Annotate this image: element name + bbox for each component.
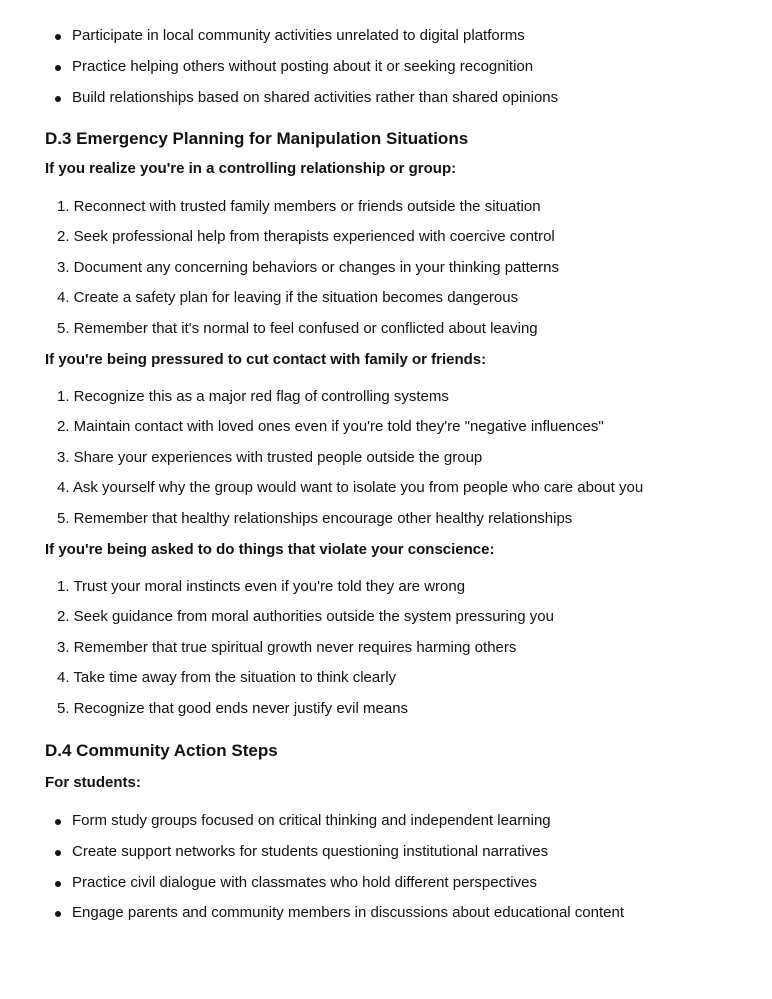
list-item: 5. Recognize that good ends never justify evil means xyxy=(57,699,409,717)
section-heading-d3: D.3 Emergency Planning for Manipulation Situations xyxy=(45,128,469,148)
list-item-text: Create support networks for students questioning institutional narratives xyxy=(72,842,549,860)
section-heading-d4: D.4 Community Action Steps xyxy=(45,740,278,760)
subheading-controlling: If you realize you're in a controlling relationship or group: xyxy=(45,159,457,177)
list-item: 4. Create a safety plan for leaving if the situation becomes dangerous xyxy=(57,289,519,307)
bullet-icon xyxy=(55,850,61,856)
list-item: 3. Remember that true spiritual growth never requires harming others xyxy=(57,638,517,656)
list-item xyxy=(45,842,772,862)
list-item-text: Build relationships based on shared activities rather than shared opinions xyxy=(72,88,559,106)
bullet-icon xyxy=(55,819,61,825)
bullet-icon xyxy=(55,34,61,40)
list-item-text: Form study groups focused on critical thinking and independent learning xyxy=(72,811,551,829)
cut-contact-steps-list xyxy=(45,387,772,529)
list-item: 1. Reconnect with trusted family members or friends outside the situation xyxy=(57,197,541,215)
list-item: 2. Seek guidance from moral authorities outside the system pressuring you xyxy=(57,608,554,626)
subheading-conscience: If you're being asked to do things that violate your conscience: xyxy=(45,540,495,558)
list-item xyxy=(45,57,772,77)
list-item: 4. Take time away from the situation to think clearly xyxy=(57,669,397,687)
list-item-text: Practice civil dialogue with classmates who hold different perspectives xyxy=(72,873,537,891)
bullet-icon xyxy=(55,881,61,887)
bullet-icon xyxy=(55,96,61,102)
list-item xyxy=(45,88,772,108)
list-item-text: Engage parents and community members in discussions about educational content xyxy=(72,904,624,922)
list-item xyxy=(45,26,772,46)
top-bullet-list xyxy=(45,0,772,108)
list-item: 3. Document any concerning behaviors or changes in your thinking patterns xyxy=(57,258,559,276)
bullet-icon xyxy=(55,65,61,71)
list-item xyxy=(45,873,772,893)
list-item: 2. Seek professional help from therapists experienced with coercive control xyxy=(57,228,555,246)
students-bullet-list xyxy=(45,811,772,923)
list-item: 5. Remember that it's normal to feel confused or conflicted about leaving xyxy=(57,319,538,337)
list-item-text: Participate in local community activities unrelated to digital platforms xyxy=(72,27,525,44)
list-item: 3. Share your experiences with trusted people outside the group xyxy=(57,448,483,466)
list-item: 2. Maintain contact with loved ones even if you're told they're "negative influences" xyxy=(57,418,604,436)
list-item: 1. Recognize this as a major red flag of controlling systems xyxy=(57,387,449,405)
list-item: 4. Ask yourself why the group would want to isolate you from people who care about you xyxy=(57,479,644,497)
subheading-cut-contact: If you're being pressured to cut contact with family or friends: xyxy=(45,350,487,368)
list-item xyxy=(45,903,772,923)
list-item: 5. Remember that healthy relationships encourage other healthy relationships xyxy=(57,509,573,527)
list-item: 1. Trust your moral instincts even if you're told they are wrong xyxy=(57,577,466,595)
bullet-icon xyxy=(55,911,61,917)
conscience-steps-list xyxy=(45,577,772,719)
list-item-text: Practice helping others without posting about it or seeking recognition xyxy=(72,57,534,75)
list-item xyxy=(45,811,772,831)
subheading-students: For students: xyxy=(45,773,141,791)
controlling-steps-list xyxy=(45,197,772,339)
